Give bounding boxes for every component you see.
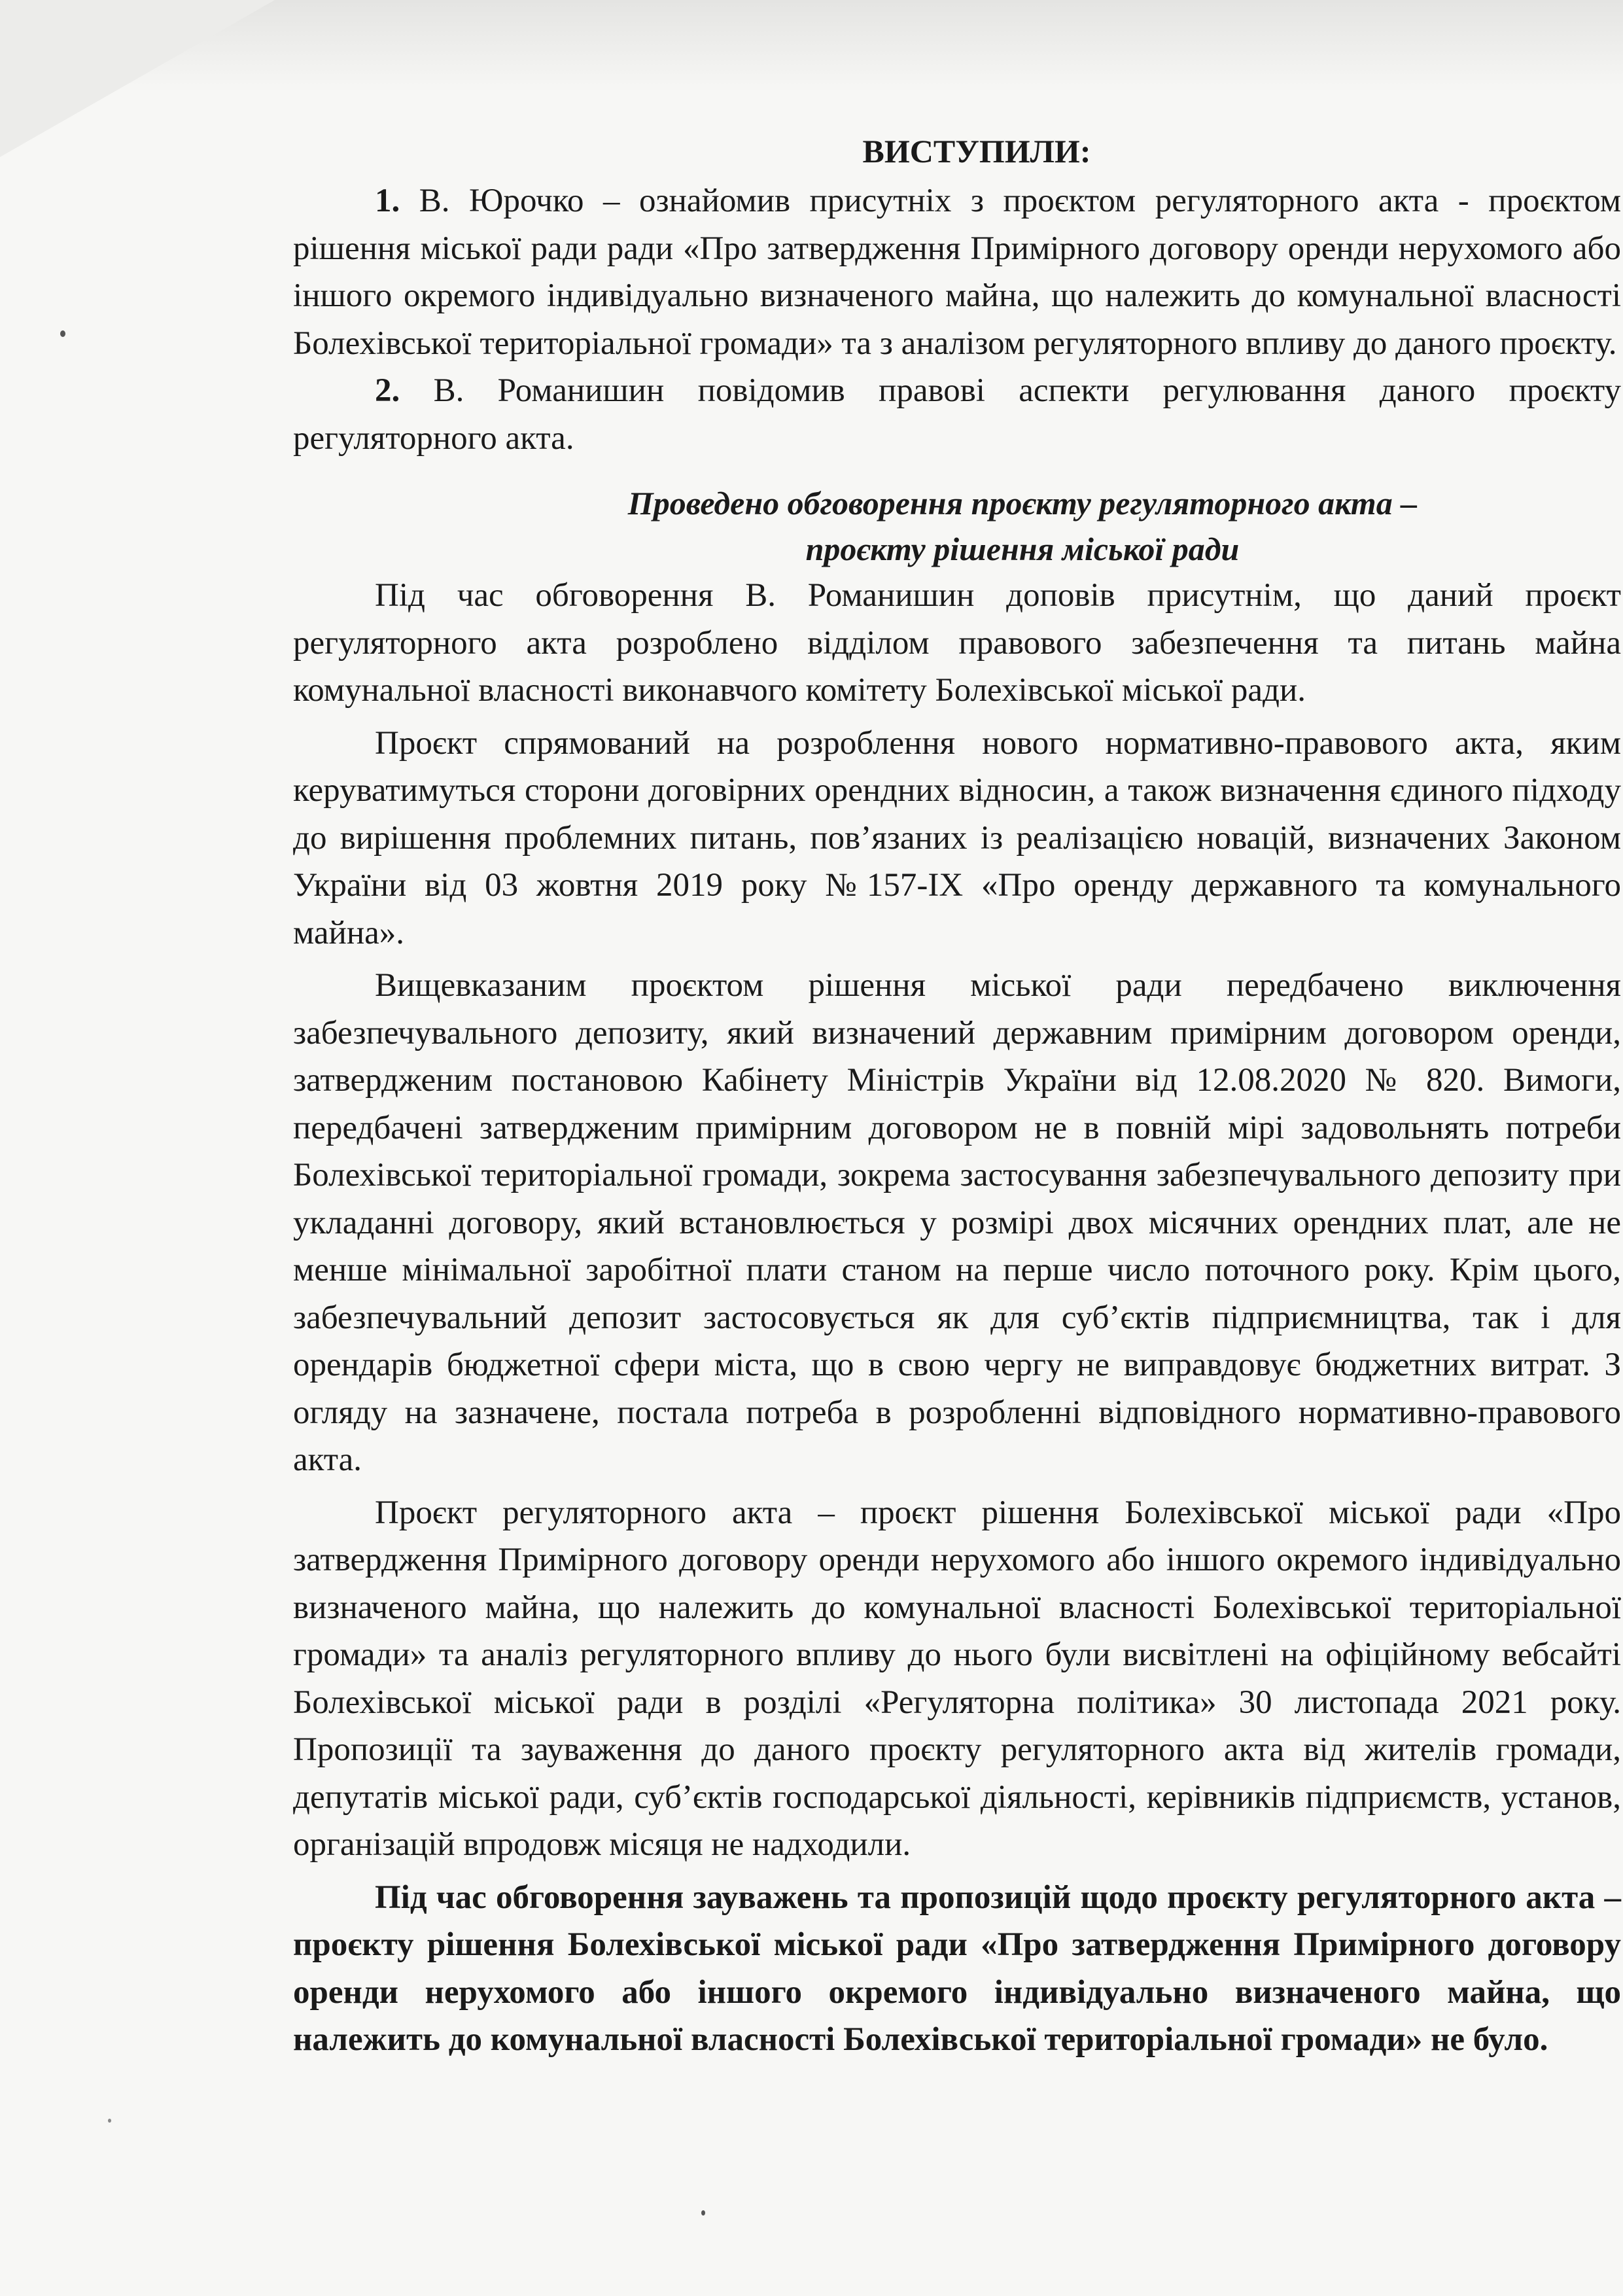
item-number: 2. <box>375 372 400 409</box>
item-number: 1. <box>375 183 400 219</box>
paragraph-purpose: Проєкт спрямований на розроблення нового нормативно-правового акта, яким керуватимуться сторони договірних орендних відносин, а також визначення єдиного підходу до вирішення проблемних питань, пов’язаних із реалізацією новацій, визначених Законом України від 03 жовтня 2019 року №157-ІХ «Про оренду державного та комунального майна». <box>293 724 1621 951</box>
scan-folded-corner <box>0 0 275 157</box>
scan-speck <box>108 2119 111 2123</box>
scan-speck <box>60 330 65 337</box>
discussion-subheading <box>293 480 1621 572</box>
item-text: В. Романишин повідомив правові аспекти регулювання даного проєкту регуляторного акта. <box>293 372 1621 457</box>
subheading-line-1: Проведено обговорення проєкту регуляторного акта – <box>627 485 1418 521</box>
speaker-item-2 <box>293 367 1621 462</box>
scan-speck <box>701 2210 705 2216</box>
paragraph-deposit: Вищевказаним проєктом рішення міської ради передбачено виключення забезпечувального депозиту, який визначений державним примірним договором оренди, затвердженим постановою Кабінету Міністрів України від 12.08.2020 № 820. Вимоги, передбачені затвердженим примірним договором не в повній мірі задовольнять потреби Болехівської територіальної громади, зокрема застосування забезпечувального депозиту при укладанні договору, який встановлюється у розмірі двох місячних орендних плат, але не менше мінімальної заробітної плати станом на перше число поточного року. Крім цього, забезпечувальний депозит застосовується як для суб’єктів підприємництва, так і для орендарів бюджетної сфери міста, що в свою чергу не виправдовує бюджетних витрат. З огляду на зазначене, постала потреба в розробленні відповідного нормативно-правового акта. <box>293 967 1621 1478</box>
document-page <box>293 128 1621 2064</box>
paragraph-publication: Проєкт регуляторного акта – проєкт рішення Болехівської міської ради «Про затвердження Примірного договору оренди нерухомого або іншого окремого індивідуально визначеного майна, що належить до комунальної власності Болехівської територіальної громади» та аналіз регуляторного впливу до нього були висвітлені на офіційному вебсайті Болехівської міської ради в розділі «Регуляторна політика» 30 листопада 2021 року. Пропозиції та зауваження до даного проєкту регуляторного акта від жителів громади, депутатів міської ради, суб’єктів господарської діяльності, керівників підприємств, установ, організацій впродовж місяця не надходили. <box>293 1494 1621 1863</box>
speaker-item-1 <box>293 177 1621 367</box>
paragraph-discussion: Під час обговорення В. Романишин доповів присутнім, що даний проєкт регуляторного акта розроблено відділом правового забезпечення та питань майна комунальної власності виконавчого комітету Болехівської міської ради. <box>293 577 1621 709</box>
paragraph-conclusion: Під час обговорення зауважень та пропозицій щодо проєкту регуляторного акта – проєкту рішення Болехівської міської ради «Про затвердження Примірного договору оренди нерухомого або іншого окремого індивідуально визначеного майна, що належить до комунальної власності Болехівської територіальної громади» не було. <box>293 1879 1621 2058</box>
item-text: В. Юрочко – ознайомив присутніх з проєктом регуляторного акта - проєктом рішення міської ради ради «Про затвердження Примірного договору оренди нерухомого або іншого окремого індивідуально визначеного майна, що належить до комунальної власності Болехівської територіальної громади» та з аналізом регуляторного впливу до даного проєкту. <box>293 183 1621 362</box>
subheading-line-2: проєкту рішення міської ради <box>805 531 1240 567</box>
section-heading: ВИСТУПИЛИ: <box>862 133 1091 169</box>
